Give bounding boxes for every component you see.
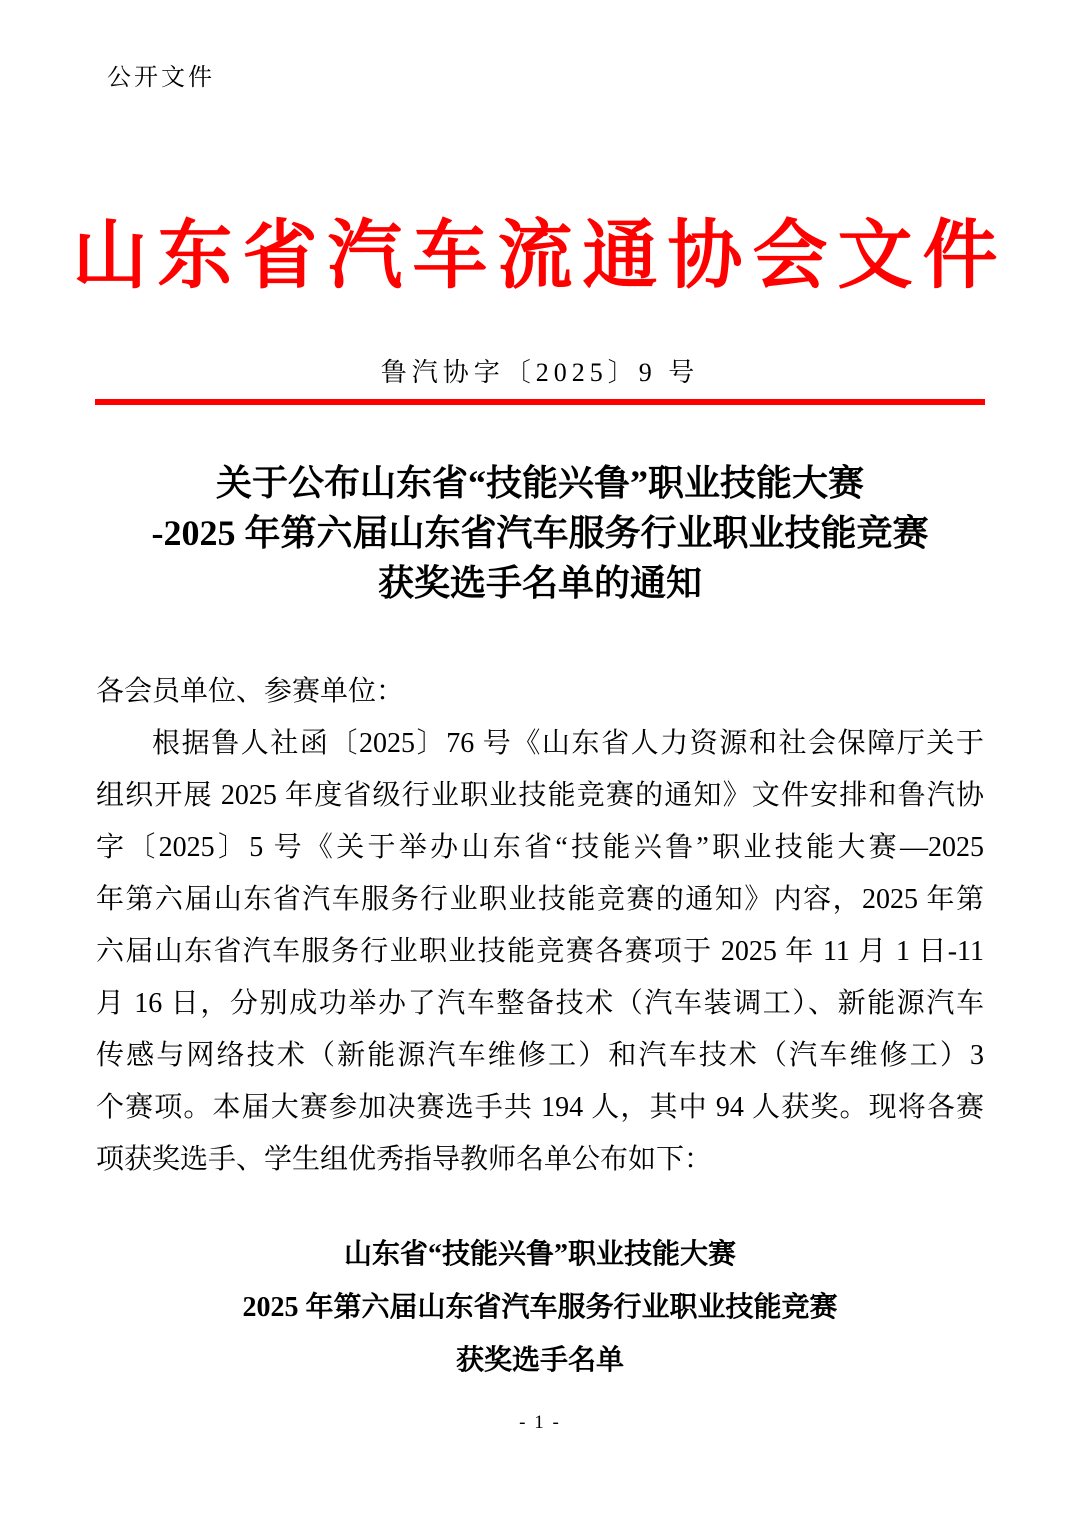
awards-list-heading-line-1: 山东省“技能兴鲁”职业技能大赛 xyxy=(343,1239,736,1270)
paragraph-line: 年第六届山东省汽车服务行业职业技能竞赛的通知》内容，2025 年第 xyxy=(96,884,984,915)
document-title-line-1: 关于公布山东省“技能兴鲁”职业技能大赛 xyxy=(215,463,864,503)
classification-label: 公开文件 xyxy=(107,64,215,91)
salutation-line: 各会员单位、参赛单位： xyxy=(96,676,405,707)
awards-list-heading-line-3: 获奖选手名单 xyxy=(455,1345,624,1376)
awards-list-heading-line-2: 2025 年第六届山东省汽车服务行业职业技能竞赛 xyxy=(242,1292,838,1323)
paragraph-line: 项获奖选手、学生组优秀指导教师名单公布如下： xyxy=(96,1144,713,1175)
paragraph-line: 组织开展 2025 年度省级行业职业技能竞赛的通知》文件安排和鲁汽协 xyxy=(96,780,984,811)
paragraph-line: 传感与网络技术（新能源汽车维修工）和汽车技术（汽车维修工）3 xyxy=(96,1040,984,1071)
doc-number: 鲁汽协字〔2025〕9 号 xyxy=(380,358,700,387)
body-text xyxy=(96,666,984,1186)
paragraph-line: 字〔2025〕5 号《关于举办山东省“技能兴鲁”职业技能大赛—2025 xyxy=(96,832,984,863)
document-title xyxy=(95,458,985,608)
org-header-title: 山东省汽车流通协会文件 xyxy=(72,215,1008,298)
document-title-line-2: -2025 年第六届山东省汽车服务行业职业技能竞赛 xyxy=(151,513,929,553)
awards-list-heading xyxy=(95,1228,985,1387)
document-title-line-3: 获奖选手名单的通知 xyxy=(377,563,702,603)
paragraph-line: 个赛项。本届大赛参加决赛选手共 194 人，其中 94 人获奖。现将各赛 xyxy=(96,1092,984,1123)
red-divider-line xyxy=(95,399,985,405)
paragraph-line: 根据鲁人社函〔2025〕76 号《山东省人力资源和社会保障厅关于 xyxy=(152,728,984,759)
paragraph-line: 六届山东省汽车服务行业职业技能竞赛各赛项于 2025 年 11 月 1 日-11 xyxy=(96,936,984,967)
paragraph-line: 月 16 日，分别成功举办了汽车整备技术（汽车装调工）、新能源汽车 xyxy=(96,988,984,1019)
page-number: - 1 - xyxy=(519,1412,561,1433)
